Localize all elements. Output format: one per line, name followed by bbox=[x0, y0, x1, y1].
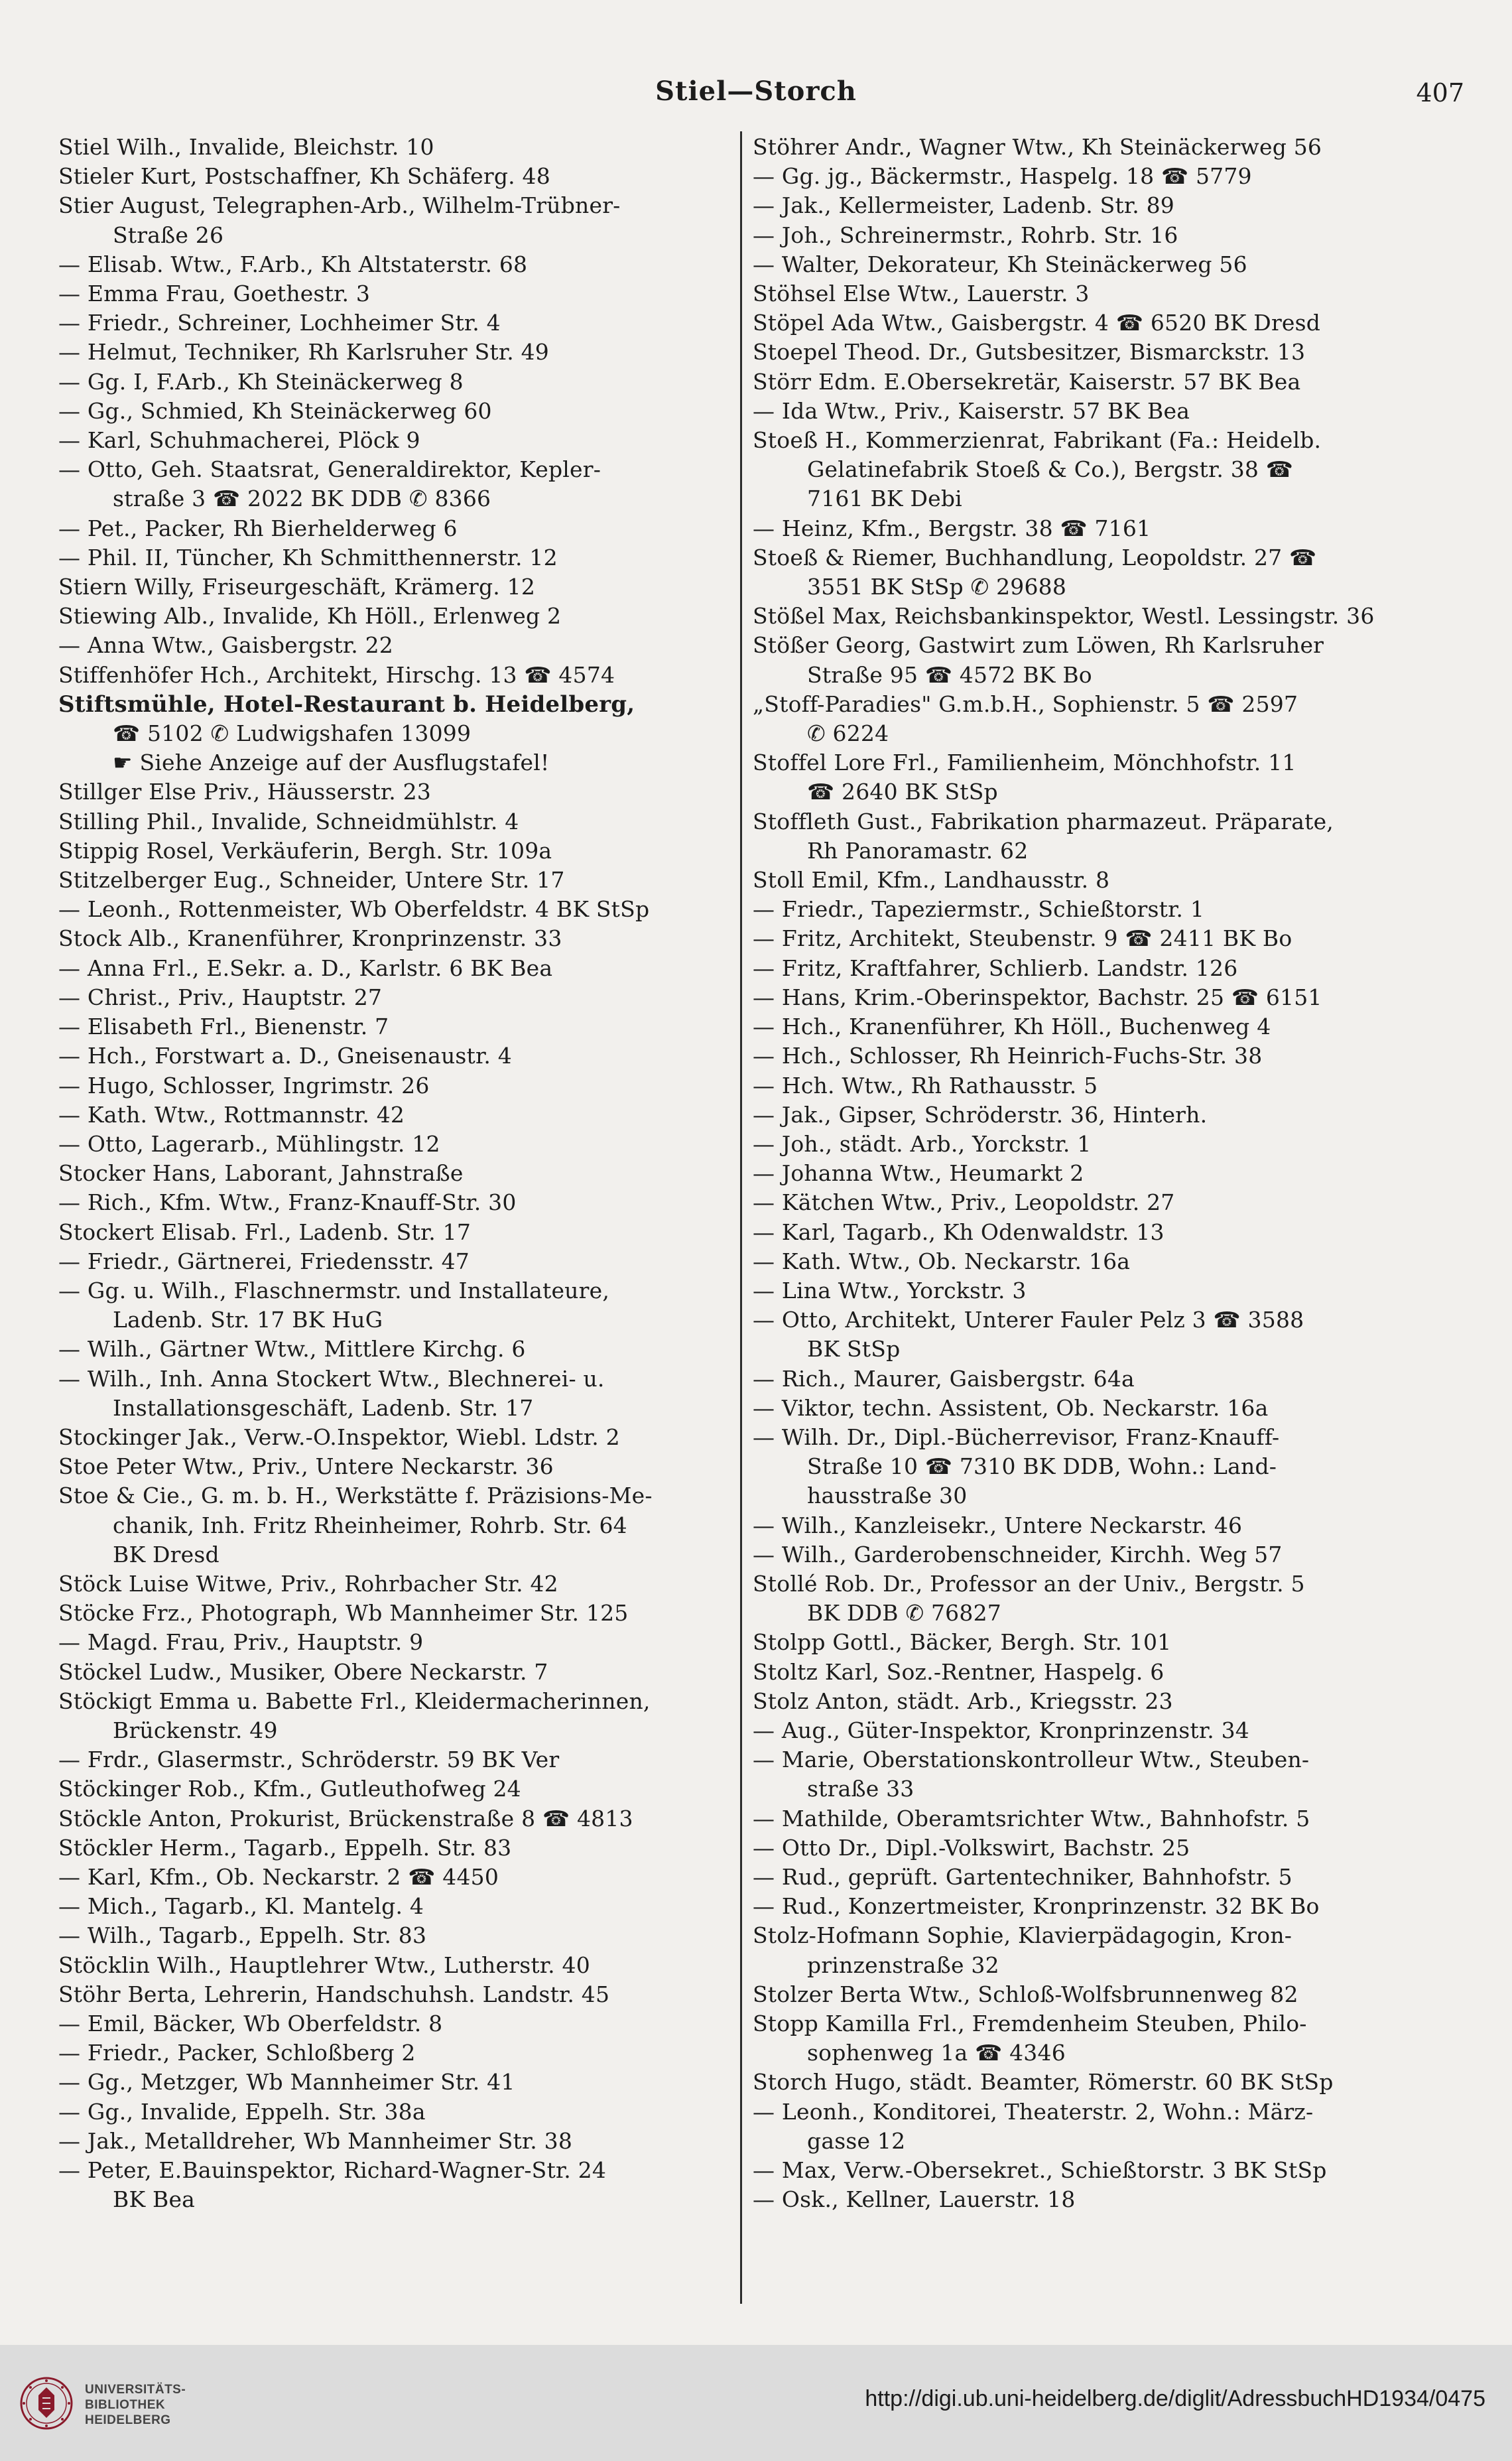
library-name bbox=[85, 2382, 186, 2428]
directory-entry: — Jak., Kellermeister, Ladenb. Str. 89 bbox=[753, 192, 1174, 219]
directory-entry: Gelatinefabrik Stoeß & Co.), Bergstr. 38 ☎ bbox=[807, 456, 1294, 483]
directory-entry: Installationsgeschäft, Ladenb. Str. 17 bbox=[113, 1394, 534, 1421]
directory-entry: ☎ 5102 ✆ Ludwigshafen 13099 bbox=[113, 720, 472, 747]
directory-entry: — Emma Frau, Goethestr. 3 bbox=[58, 281, 371, 307]
right-column bbox=[753, 133, 1426, 2214]
directory-entry: — Otto, Geh. Staatsrat, Generaldirektor, Kepler- bbox=[58, 456, 601, 483]
directory-entry: — Kath. Wtw., Ob. Neckarstr. 16a bbox=[753, 1248, 1131, 1274]
directory-entry: Stoffel Lore Frl., Familienheim, Mönchhofstr. 11 bbox=[753, 750, 1296, 776]
directory-entry: — Wilh., Gärtner Wtw., Mittlere Kirchg. 6 bbox=[58, 1336, 526, 1363]
directory-entry: — Otto Dr., Dipl.-Volkswirt, Bachstr. 25 bbox=[753, 1834, 1190, 1861]
directory-entry: — Wilh., Garderobenschneider, Kirchh. Weg 57 bbox=[753, 1541, 1283, 1567]
directory-entry: Stolpp Gottl., Bäcker, Bergh. Str. 101 bbox=[753, 1629, 1172, 1656]
directory-entry: Stoe & Cie., G. m. b. H., Werkstätte f. Präzisions-Me- bbox=[58, 1483, 653, 1509]
directory-entry: Stoltz Karl, Soz.-Rentner, Haspelg. 6 bbox=[753, 1658, 1165, 1685]
directory-entry: Stoffleth Gust., Fabrikation pharmazeut. Präparate, bbox=[753, 808, 1334, 834]
directory-entry: — Otto, Architekt, Unterer Fauler Pelz 3 ☎ 3588 bbox=[753, 1307, 1304, 1333]
directory-entry: Stocker Hans, Laborant, Jahnstraße bbox=[58, 1160, 464, 1187]
directory-entry: — Rud., geprüft. Gartentechniker, Bahnhofstr. 5 bbox=[753, 1863, 1292, 1890]
directory-entry: Stoeß H., Kommerzienrat, Fabrikant (Fa.: Heidelb. bbox=[753, 427, 1322, 454]
directory-entry: — Christ., Priv., Hauptstr. 27 bbox=[58, 984, 383, 1010]
directory-entry: — Otto, Lagerarb., Mühlingstr. 12 bbox=[58, 1130, 440, 1157]
directory-entry: — Rich., Maurer, Gaisbergstr. 64a bbox=[753, 1365, 1135, 1392]
directory-entry: — Max, Verw.-Obersekret., Schießtorstr. 3 BK StSp bbox=[753, 2157, 1327, 2184]
library-name-line: BIBLIOTHEK bbox=[85, 2398, 166, 2412]
directory-entry: — Leonh., Konditorei, Theaterstr. 2, Wohn.: März- bbox=[753, 2098, 1314, 2125]
directory-entry: BK Bea bbox=[113, 2186, 196, 2213]
directory-entry: — Wilh., Tagarb., Eppelh. Str. 83 bbox=[58, 1922, 427, 1949]
directory-entry: — Magd. Frau, Priv., Hauptstr. 9 bbox=[58, 1629, 424, 1656]
directory-entry: — Osk., Kellner, Lauerstr. 18 bbox=[753, 2186, 1076, 2213]
directory-entry: Stoll Emil, Kfm., Landhausstr. 8 bbox=[753, 867, 1110, 894]
directory-entry: — Friedr., Tapeziermstr., Schießtorstr. 1 bbox=[753, 896, 1205, 923]
directory-entry: — Gg., Invalide, Eppelh. Str. 38a bbox=[58, 2098, 426, 2125]
directory-entry: Stier August, Telegraphen-Arb., Wilhelm-Trübner- bbox=[58, 192, 621, 219]
library-logo[interactable] bbox=[19, 2374, 284, 2434]
directory-entry: Straße 10 ☎ 7310 BK DDB, Wohn.: Land- bbox=[807, 1453, 1277, 1480]
directory-entry: Stiffenhöfer Hch., Architekt, Hirschg. 13 ☎ 4574 bbox=[58, 661, 615, 688]
directory-entry: — Rud., Konzertmeister, Kronprinzenstr. 32 BK Bo bbox=[753, 1893, 1320, 1920]
directory-entry: Stoeß & Riemer, Buchhandlung, Leopoldstr. 27 ☎ bbox=[753, 544, 1317, 570]
directory-entry: Stöhr Berta, Lehrerin, Handschuhsh. Landstr. 45 bbox=[58, 1981, 610, 2007]
directory-entry: — Fritz, Architekt, Steubenstr. 9 ☎ 2411 BK Bo bbox=[753, 925, 1292, 952]
directory-entry: Stöckler Herm., Tagarb., Eppelh. Str. 83 bbox=[58, 1834, 512, 1861]
directory-entry: „Stoff-Paradies" G.m.b.H., Sophienstr. 5 ☎ 2597 bbox=[753, 691, 1298, 717]
directory-entry: Stolzer Berta Wtw., Schloß-Wolfsbrunnenweg 82 bbox=[753, 1981, 1298, 2007]
directory-entry: Stößer Georg, Gastwirt zum Löwen, Rh Karlsruher bbox=[753, 632, 1324, 659]
directory-entry: — Aug., Güter-Inspektor, Kronprinzenstr. 34 bbox=[753, 1717, 1249, 1743]
directory-entry: — Fritz, Kraftfahrer, Schlierb. Landstr. 126 bbox=[753, 955, 1238, 981]
directory-entry: — Karl, Tagarb., Kh Odenwaldstr. 13 bbox=[753, 1219, 1165, 1245]
directory-entry: — Jak., Metalldreher, Wb Mannheimer Str. 38 bbox=[58, 2127, 573, 2154]
directory-entry: Stiel Wilh., Invalide, Bleichstr. 10 bbox=[58, 134, 434, 160]
source-url-link[interactable]: http://digi.ub.uni-heidelberg.de/diglit/AdressbuchHD1934/0475 bbox=[865, 2386, 1485, 2411]
directory-entry: straße 33 bbox=[807, 1776, 914, 1802]
directory-entry: — Gg. jg., Bäckermstr., Haspelg. 18 ☎ 5779 bbox=[753, 163, 1252, 190]
directory-entry: sophenweg 1a ☎ 4346 bbox=[807, 2040, 1066, 2066]
directory-entry: — Elisabeth Frl., Bienenstr. 7 bbox=[58, 1014, 389, 1040]
directory-entry: Storch Hugo, städt. Beamter, Römerstr. 60 BK StSp bbox=[753, 2069, 1334, 2095]
directory-entry: — Rich., Kfm. Wtw., Franz-Knauff-Str. 30 bbox=[58, 1189, 517, 1216]
directory-entry: — Gg., Metzger, Wb Mannheimer Str. 41 bbox=[58, 2069, 515, 2095]
directory-entry: Stollé Rob. Dr., Professor an der Univ., Bergstr. 5 bbox=[753, 1570, 1305, 1597]
directory-entry: Stock Alb., Kranenführer, Kronprinzenstr. 33 bbox=[58, 925, 562, 952]
directory-entry: Stöckle Anton, Prokurist, Brückenstraße 8 ☎ 4813 bbox=[58, 1805, 633, 1831]
directory-entry: straße 3 ☎ 2022 BK DDB ✆ 8366 bbox=[113, 486, 491, 512]
directory-entry: — Gg. u. Wilh., Flaschnermstr. und Installateure, bbox=[58, 1277, 610, 1303]
directory-entry: — Karl, Kfm., Ob. Neckarstr. 2 ☎ 4450 bbox=[58, 1863, 499, 1890]
directory-entry: Stitzelberger Eug., Schneider, Untere Str. 17 bbox=[58, 867, 565, 894]
directory-entry: — Lina Wtw., Yorckstr. 3 bbox=[753, 1277, 1027, 1303]
library-name-line: HEIDELBERG bbox=[85, 2413, 171, 2427]
directory-entry: — Joh., städt. Arb., Yorckstr. 1 bbox=[753, 1130, 1092, 1157]
directory-entry: — Walter, Dekorateur, Kh Steinäckerweg 56 bbox=[753, 251, 1247, 277]
directory-entry: — Hugo, Schlosser, Ingrimstr. 26 bbox=[58, 1072, 430, 1098]
directory-entry: Stilling Phil., Invalide, Schneidmühlstr. 4 bbox=[58, 808, 519, 834]
directory-entry: Stiern Willy, Friseurgeschäft, Krämerg. 12 bbox=[58, 574, 536, 600]
directory-entry: Stoe Peter Wtw., Priv., Untere Neckarstr. 36 bbox=[58, 1453, 554, 1480]
directory-entry: — Hch., Schlosser, Rh Heinrich-Fuchs-Str. 38 bbox=[753, 1043, 1263, 1069]
directory-entry: chanik, Inh. Fritz Rheinheimer, Rohrb. Str. 64 bbox=[113, 1512, 627, 1538]
directory-entry: Stöhsel Else Wtw., Lauerstr. 3 bbox=[753, 281, 1090, 307]
viewer-footer bbox=[0, 2345, 1512, 2461]
directory-entry: — Friedr., Packer, Schloßberg 2 bbox=[58, 2040, 416, 2066]
directory-entry: — Wilh. Dr., Dipl.-Bücherrevisor, Franz-Knauff- bbox=[753, 1424, 1280, 1450]
directory-entry: — Frdr., Glasermstr., Schröderstr. 59 BK Ver bbox=[58, 1747, 560, 1773]
directory-entry: Stieler Kurt, Postschaffner, Kh Schäferg. 48 bbox=[58, 163, 550, 190]
directory-entry: Stöcke Frz., Photograph, Wb Mannheimer Str. 125 bbox=[58, 1600, 629, 1627]
directory-entry: 7161 BK Debi bbox=[807, 486, 962, 512]
directory-entry: — Mathilde, Oberamtsrichter Wtw., Bahnhofstr. 5 bbox=[753, 1805, 1310, 1831]
directory-entry: Störr Edm. E.Obersekretär, Kaiserstr. 57 BK Bea bbox=[753, 368, 1301, 395]
directory-entry: Straße 26 bbox=[113, 222, 224, 248]
directory-entry: — Anna Frl., E.Sekr. a. D., Karlstr. 6 BK Bea bbox=[58, 955, 553, 981]
directory-entry: — Friedr., Gärtnerei, Friedensstr. 47 bbox=[58, 1248, 470, 1274]
directory-entry: Stillger Else Priv., Häusserstr. 23 bbox=[58, 779, 431, 805]
directory-entry: — Karl, Schuhmacherei, Plöck 9 bbox=[58, 427, 420, 454]
directory-entry: — Marie, Oberstationskontrolleur Wtw., Steuben- bbox=[753, 1747, 1310, 1773]
directory-entry: Stöpel Ada Wtw., Gaisbergstr. 4 ☎ 6520 BK Dresd bbox=[753, 310, 1321, 336]
directory-entry: Stöhrer Andr., Wagner Wtw., Kh Steinäckerweg 56 bbox=[753, 134, 1322, 160]
directory-entry: Straße 95 ☎ 4572 BK Bo bbox=[807, 661, 1092, 688]
directory-entry: Stockinger Jak., Verw.-O.Inspektor, Wiebl. Ldstr. 2 bbox=[58, 1424, 620, 1450]
directory-entry: — Jak., Gipser, Schröderstr. 36, Hinterh. bbox=[753, 1101, 1208, 1128]
directory-entry: Stöckigt Emma u. Babette Frl., Kleidermacherinnen, bbox=[58, 1688, 651, 1714]
directory-entry: BK DDB ✆ 76827 bbox=[807, 1600, 1001, 1627]
directory-entry: — Wilh., Kanzleisekr., Untere Neckarstr. 46 bbox=[753, 1512, 1243, 1538]
directory-entry: ✆ 6224 bbox=[807, 720, 889, 747]
directory-entry: Stöckel Ludw., Musiker, Obere Neckarstr. 7 bbox=[58, 1658, 548, 1685]
directory-entry: ☛ Siehe Anzeige auf der Ausflugstafel! bbox=[113, 750, 550, 776]
directory-entry: — Hch. Wtw., Rh Rathausstr. 5 bbox=[753, 1072, 1098, 1098]
directory-entry: — Pet., Packer, Rh Bierhelderweg 6 bbox=[58, 515, 458, 541]
directory-entry: — Viktor, techn. Assistent, Ob. Neckarstr. 16a bbox=[753, 1394, 1269, 1421]
directory-entry: Stoepel Theod. Dr., Gutsbesitzer, Bismarckstr. 13 bbox=[753, 339, 1306, 366]
directory-entry: — Ida Wtw., Priv., Kaiserstr. 57 BK Bea bbox=[753, 397, 1190, 424]
directory-entry: Stöcklin Wilh., Hauptlehrer Wtw., Lutherstr. 40 bbox=[58, 1952, 590, 1978]
directory-entry: — Elisab. Wtw., F.Arb., Kh Altstaterstr. 68 bbox=[58, 251, 528, 277]
directory-entry: — Helmut, Techniker, Rh Karlsruher Str. 49 bbox=[58, 339, 549, 366]
directory-entry: BK Dresd bbox=[113, 1541, 220, 1567]
directory-entry: — Phil. II, Tüncher, Kh Schmitthennerstr. 12 bbox=[58, 544, 558, 570]
university-seal-icon bbox=[19, 2375, 74, 2431]
directory-entry: — Heinz, Kfm., Bergstr. 38 ☎ 7161 bbox=[753, 515, 1151, 541]
directory-entry: — Gg. I, F.Arb., Kh Steinäckerweg 8 bbox=[58, 368, 464, 395]
directory-entry: 3551 BK StSp ✆ 29688 bbox=[807, 574, 1067, 600]
directory-entry: gasse 12 bbox=[807, 2127, 906, 2154]
directory-entry: ☎ 2640 BK StSp bbox=[807, 779, 998, 805]
directory-entry: Stiftsmühle, Hotel-Restaurant b. Heidelberg, bbox=[58, 691, 635, 718]
directory-entry: — Anna Wtw., Gaisbergstr. 22 bbox=[58, 632, 393, 659]
directory-entry: — Kätchen Wtw., Priv., Leopoldstr. 27 bbox=[753, 1189, 1175, 1216]
directory-entry: Stolz-Hofmann Sophie, Klavierpädagogin, Kron- bbox=[753, 1922, 1292, 1949]
directory-entry: Stippig Rosel, Verkäuferin, Bergh. Str. 109a bbox=[58, 837, 552, 864]
left-column bbox=[58, 133, 731, 2214]
directory-entry: Stöckinger Rob., Kfm., Gutleuthofweg 24 bbox=[58, 1776, 521, 1802]
directory-entry: Stöck Luise Witwe, Priv., Rohrbacher Str. 42 bbox=[58, 1570, 558, 1597]
directory-entry: — Kath. Wtw., Rottmannstr. 42 bbox=[58, 1101, 405, 1128]
directory-entry: — Joh., Schreinermstr., Rohrb. Str. 16 bbox=[753, 222, 1178, 248]
directory-entry: hausstraße 30 bbox=[807, 1483, 968, 1509]
library-name-line: UNIVERSITÄTS- bbox=[85, 2383, 186, 2397]
directory-entry: prinzenstraße 32 bbox=[807, 1952, 999, 1978]
directory-entry: — Emil, Bäcker, Wb Oberfeldstr. 8 bbox=[58, 2011, 443, 2036]
directory-entry: Ladenb. Str. 17 BK HuG bbox=[113, 1307, 383, 1333]
directory-entry: — Hans, Krim.-Oberinspektor, Bachstr. 25 ☎ 6151 bbox=[753, 984, 1322, 1010]
directory-entry: — Mich., Tagarb., Kl. Mantelg. 4 bbox=[58, 1893, 424, 1920]
page-header bbox=[0, 72, 1512, 111]
directory-entry: — Peter, E.Bauinspektor, Richard-Wagner-Str. 24 bbox=[58, 2157, 607, 2184]
directory-entry: BK StSp bbox=[807, 1336, 901, 1363]
page-title: Stiel—Storch bbox=[655, 76, 857, 107]
page-number: 407 bbox=[1416, 78, 1464, 107]
column-divider bbox=[740, 131, 742, 2304]
directory-entry: Stolz Anton, städt. Arb., Kriegsstr. 23 bbox=[753, 1688, 1173, 1714]
directory-entry: — Gg., Schmied, Kh Steinäckerweg 60 bbox=[58, 397, 492, 424]
directory-entry: — Hch., Kranenführer, Kh Höll., Buchenweg 4 bbox=[753, 1014, 1271, 1040]
directory-entry: Stopp Kamilla Frl., Fremdenheim Steuben, Philo- bbox=[753, 2011, 1307, 2036]
directory-entry: Stiewing Alb., Invalide, Kh Höll., Erlenweg 2 bbox=[58, 603, 562, 630]
directory-entry: — Wilh., Inh. Anna Stockert Wtw., Blechnerei- u. bbox=[58, 1365, 605, 1392]
directory-entry: — Johanna Wtw., Heumarkt 2 bbox=[753, 1160, 1084, 1187]
directory-entry: Rh Panoramastr. 62 bbox=[807, 837, 1029, 864]
directory-entry: — Friedr., Schreiner, Lochheimer Str. 4 bbox=[58, 310, 501, 336]
directory-entry: Brückenstr. 49 bbox=[113, 1717, 278, 1743]
directory-entry: — Hch., Forstwart a. D., Gneisenaustr. 4 bbox=[58, 1043, 512, 1069]
directory-entry: — Leonh., Rottenmeister, Wb Oberfeldstr. 4 BK StSp bbox=[58, 896, 650, 923]
directory-entry: Stockert Elisab. Frl., Ladenb. Str. 17 bbox=[58, 1219, 472, 1245]
directory-entry: Stößel Max, Reichsbankinspektor, Westl. Lessingstr. 36 bbox=[753, 603, 1375, 630]
